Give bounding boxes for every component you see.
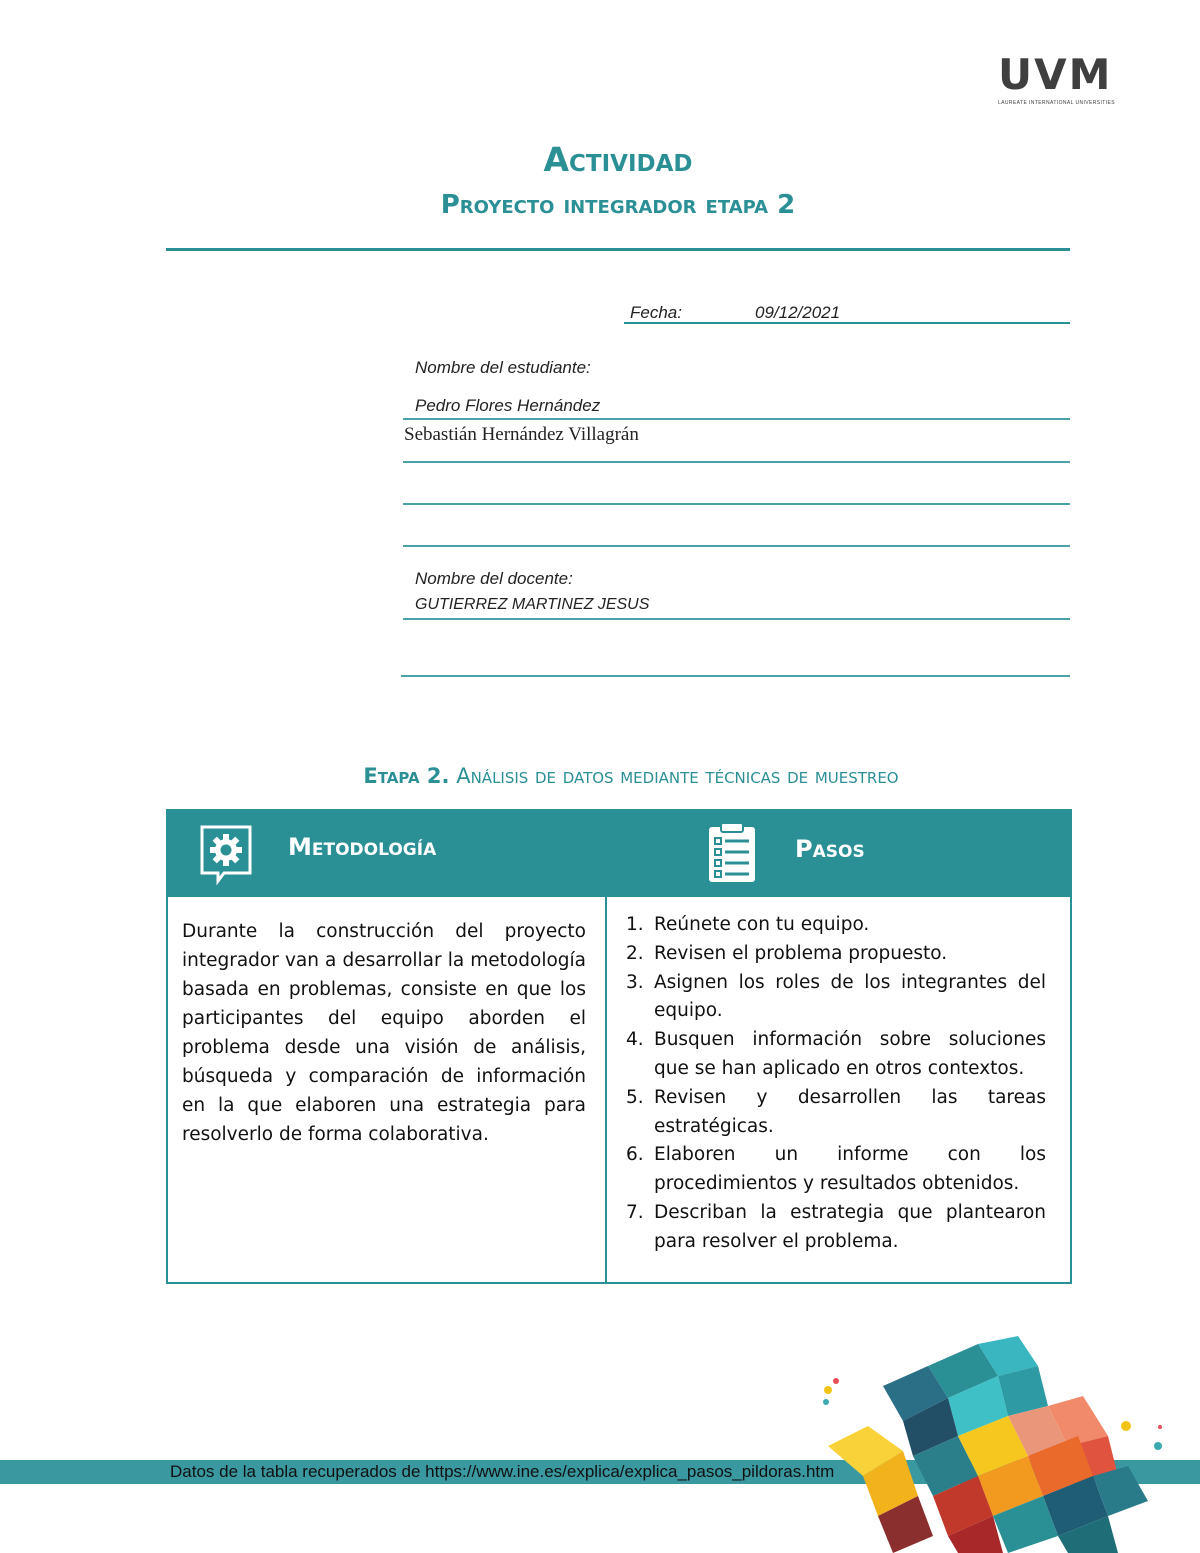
student-line-4 xyxy=(403,545,1070,547)
methodology-header: Metodología xyxy=(288,833,437,861)
student-name-2: Sebastián Hernández Villagrán xyxy=(404,424,639,445)
student-line-1 xyxy=(403,418,1070,420)
stage-prefix: Etapa 2. xyxy=(363,764,450,788)
steps-header: Pasos xyxy=(795,835,865,863)
list-item: 4. Busquen información sobre soluciones que se han aplicado en otros contextos. xyxy=(626,1029,1046,1079)
student-name-label: Nombre del estudiante: xyxy=(415,358,591,377)
step-text: Describan la estrategia que plantearon para resolver el problema. xyxy=(654,1201,1046,1252)
step-text: Revisen el problema propuesto. xyxy=(654,942,948,964)
page-subtitle: Proyecto integrador etapa 2 xyxy=(440,190,796,220)
fecha-label: Fecha: xyxy=(630,303,682,322)
student-line-2 xyxy=(403,461,1070,463)
footer-source: Datos de la tabla recuperados de https://www.ine.es/explica/explica_pasos_pildoras.htm xyxy=(170,1462,835,1481)
gear-icon xyxy=(198,823,254,885)
stage-heading xyxy=(0,764,1200,788)
methodology-text: Durante la construcción del proyecto integrador van a desarrollar la metodología basada en problemas, consiste en que los participantes del equipo aborden el problema desde una visión de análisis, búsqueda y comparación de información en la que elaboren una estrategia para resolverlo de forma colaborativa. xyxy=(182,921,586,1145)
title-divider xyxy=(166,248,1070,251)
list-item: 6. Elaboren un informe con los procedimientos y resultados obtenidos. xyxy=(626,1144,1046,1195)
step-text: Reúnete con tu equipo. xyxy=(654,914,870,935)
step-text: Busquen información sobre soluciones que se han aplicado en otros contextos. xyxy=(654,1029,1046,1079)
step-text: Elaboren un informe con los procedimientos y resultados obtenidos. xyxy=(654,1144,1046,1195)
student-line-3 xyxy=(403,503,1070,505)
stage-title: Análisis de datos mediante técnicas de muestreo xyxy=(456,764,899,788)
cubes-decoration xyxy=(808,1336,1176,1553)
student-name-1: Pedro Flores Hernández xyxy=(415,396,601,415)
fecha-underline xyxy=(624,322,1070,324)
list-item: 1. Reúnete con tu equipo. xyxy=(626,914,870,935)
step-text: Revisen y desarrollen las tareas estratégicas. xyxy=(654,1086,1046,1137)
uvm-logo xyxy=(998,50,1122,110)
steps-list xyxy=(620,911,1046,1257)
page-title: Actividad xyxy=(543,140,693,179)
teacher-line-1 xyxy=(403,618,1070,620)
column-divider xyxy=(605,897,607,1282)
teacher-name: GUTIERREZ MARTINEZ JESUS xyxy=(415,596,650,613)
fecha-value: 09/12/2021 xyxy=(755,303,841,322)
list-item: 2. Revisen el problema propuesto. xyxy=(626,942,948,964)
list-item: 7. Describan la estrategia que plantearon para resolver el problema. xyxy=(626,1201,1046,1252)
teacher-line-2 xyxy=(401,675,1070,677)
list-item: 5. Revisen y desarrollen las tareas estratégicas. xyxy=(626,1086,1046,1137)
teacher-name-label: Nombre del docente: xyxy=(415,569,573,588)
logo-tagline: LAUREATE INTERNATIONAL UNIVERSITIES xyxy=(998,100,1115,106)
logo-text: UVM xyxy=(998,50,1113,99)
list-item: 3. Asignen los roles de los integrantes del equipo. xyxy=(626,971,1046,1022)
checklist-icon xyxy=(706,821,758,885)
table-header xyxy=(168,811,1070,897)
step-text: Asignen los roles de los integrantes del equipo. xyxy=(654,971,1046,1022)
activity-table xyxy=(166,809,1072,1284)
